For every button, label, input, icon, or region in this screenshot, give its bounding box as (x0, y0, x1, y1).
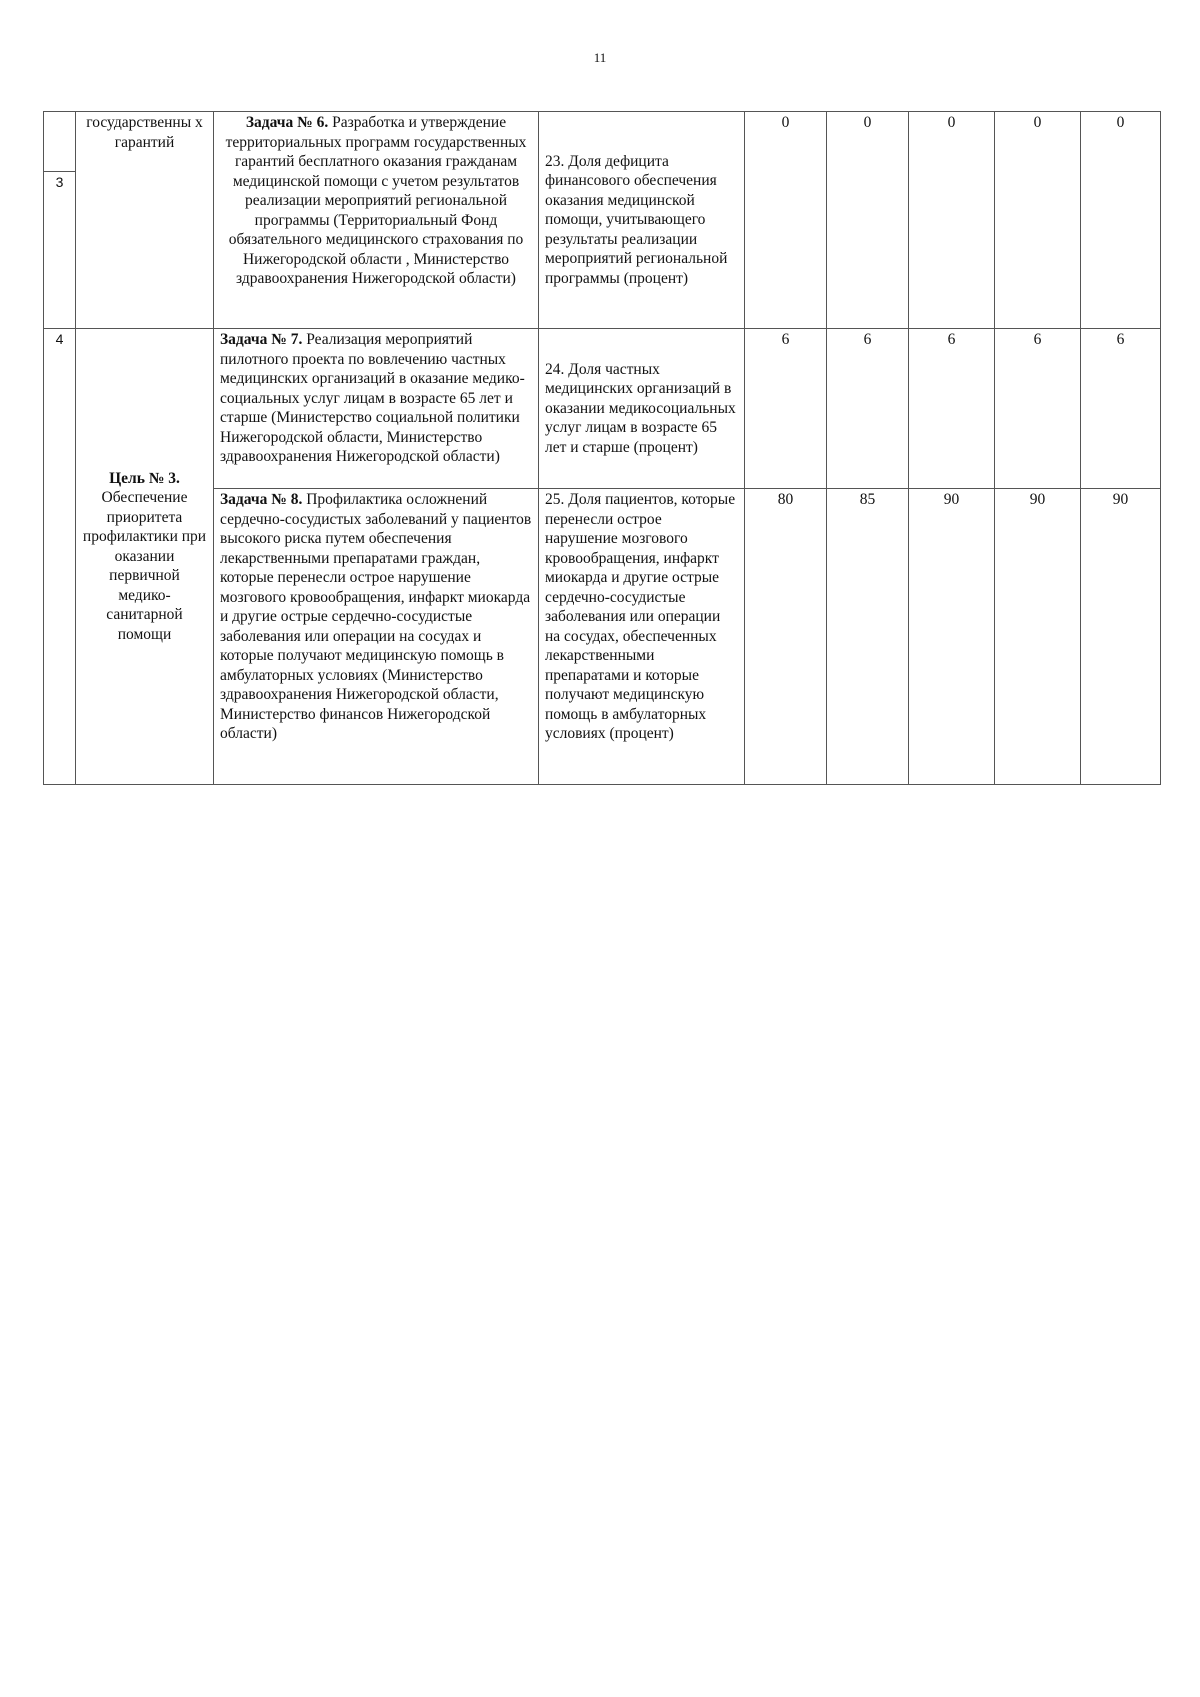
indicator-cell (539, 329, 745, 489)
value-cell: 6 (909, 329, 995, 489)
value-cell: 6 (1081, 329, 1161, 489)
goal-text: государственны х гарантий (86, 114, 203, 151)
value-cell: 0 (827, 112, 909, 329)
goal-text: Обеспечение приоритета профилактики при оказании первичной медико-санитарной помощи (82, 489, 207, 643)
task-cell (214, 112, 539, 329)
task-cell (214, 489, 539, 785)
value-cell: 0 (1081, 112, 1161, 329)
value-cell: 85 (827, 489, 909, 785)
indicator-text: 23. Доля дефицита финансового обеспечения оказания медицинской помощи, учитывающего результаты реализации мероприятий региональной программы (процент) (545, 152, 728, 287)
task-cell (214, 329, 539, 489)
value-cell: 6 (827, 329, 909, 489)
value-cell: 0 (745, 112, 827, 329)
page-number: 11 (593, 50, 607, 65)
indicators-table (43, 111, 1161, 785)
goal-cell (76, 112, 214, 329)
value-cell: 6 (995, 329, 1081, 489)
indicator-text: 24. Доля частных медицинских организаций в оказании медикосоциальных услуг лицам в возрасте 65 лет и старше (процент) (545, 360, 736, 456)
value-cell: 90 (1081, 489, 1161, 785)
table-row (44, 112, 1161, 172)
task-label: Задача № 8. (220, 491, 303, 508)
task-text: Разработка и утверждение территориальных программ государственных гарантий бесплатного оказания гражданам медицинской помощи с учетом результатов реализации мероприятий региональной программы (Территориальный Фонд обязательного медицинского страхования по Нижегородской области , Министерство здравоохранения Нижегородской области) (225, 114, 527, 287)
goal-cell (76, 329, 214, 785)
task-label: Задача № 7. (220, 331, 303, 348)
goal-label: Цель № 3. (109, 469, 180, 487)
task-text: Профилактика осложнений сердечно-сосудистых заболеваний у пациентов высокого риска путем обеспечения лекарственными препаратами граждан, которые перенесли острое нарушение мозгового кровообращения, инфаркт миокарда и другие острые сердечно-сосудистые заболевания или операции на сосудах и которые получают медицинскую помощь в амбулаторных условиях (Министерство здравоохранения Нижегородской области, Министерство финансов Нижегородской области) (220, 491, 532, 742)
task-label: Задача № 6. (245, 114, 329, 131)
value-cell: 0 (995, 112, 1081, 329)
row-number: 3 (44, 172, 76, 329)
indicator-cell (539, 112, 745, 329)
table-row (44, 329, 1161, 489)
row-number: 4 (44, 329, 76, 785)
task-text: Реализация мероприятий пилотного проекта по вовлечению частных медицинских организаций в оказание медико-социальных услуг лицам в возрасте 65 лет и старше (Министерство социальной политики Нижегородской области, Министерство здравоохранения Нижегородской области) (220, 331, 525, 465)
row-number-empty (44, 112, 76, 172)
value-cell: 90 (909, 489, 995, 785)
value-cell: 6 (745, 329, 827, 489)
value-cell: 90 (995, 489, 1081, 785)
indicator-cell (539, 489, 745, 785)
value-cell: 80 (745, 489, 827, 785)
indicator-text: 25. Доля пациентов, которые перенесли острое нарушение мозгового кровообращения, инфаркт миокарда и другие острые сердечно-сосудистые заболевания или операции на сосудах, обеспеченных лекарственными препаратами и которые получают медицинскую помощь в амбулаторных условиях (процент) (545, 491, 736, 742)
value-cell: 0 (909, 112, 995, 329)
